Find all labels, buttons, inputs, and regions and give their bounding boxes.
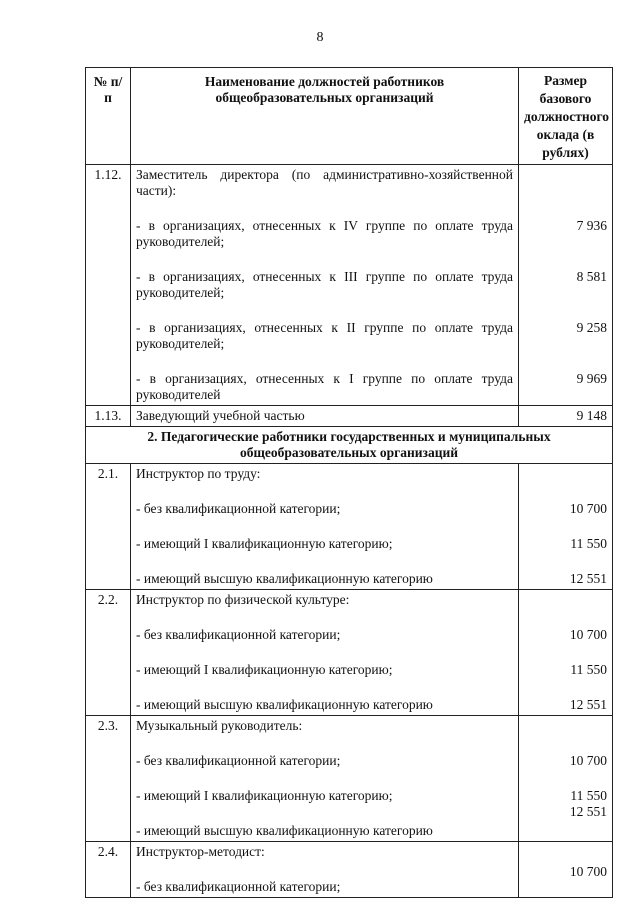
row-item: - без квалификационной категории; (136, 627, 341, 642)
salary-value: 8 581 (576, 269, 607, 284)
table-row (86, 842, 613, 898)
salary-value: 10 700 (569, 501, 607, 516)
table-header-row (86, 68, 613, 165)
row-title: Инструктор-методист: (136, 844, 265, 859)
table-row (86, 406, 613, 427)
row-item: - в организациях, отнесенных к IV группе по оплате труда руководителей; (136, 218, 513, 249)
table-row (86, 464, 613, 590)
row-values (519, 716, 613, 842)
table-row (86, 590, 613, 716)
row-item: - имеющий высшую квалификационную категорию (136, 571, 433, 586)
salary-value: 12 551 (569, 571, 607, 586)
row-item: - в организациях, отнесенных к I группе по оплате труда руководителей (136, 371, 513, 402)
row-number: 1.12. (86, 165, 131, 406)
row-item: - имеющий I квалификационную категорию; (136, 536, 393, 551)
header-num: № п/п (86, 68, 131, 165)
salary-value: 11 550 (570, 662, 607, 677)
salary-value: 9 258 (576, 320, 607, 335)
page-number: 8 (316, 30, 324, 45)
row-item: - имеющий высшую квалификационную категорию (136, 697, 433, 712)
salary-value: 12 551 (569, 804, 607, 819)
row-name (131, 842, 519, 898)
salary-value: 9 969 (576, 371, 607, 386)
salary-value: 10 700 (569, 864, 607, 879)
row-name (131, 590, 519, 716)
row-title: Заведующий учебной частью (131, 406, 519, 427)
row-number: 1.13. (86, 406, 131, 427)
row-title: Инструктор по труду: (136, 466, 261, 481)
row-title: Музыкальный руководитель: (136, 718, 303, 733)
row-item: - имеющий высшую квалификационную категорию (136, 823, 433, 838)
row-item: - имеющий I квалификационную категорию; (136, 662, 393, 677)
header-name: Наименование должностей работников общеобразовательных организаций (131, 68, 519, 165)
salary-value: 7 936 (576, 218, 607, 233)
row-item: - без квалификационной категории; (136, 501, 341, 516)
row-number: 2.4. (86, 842, 131, 898)
salary-value: 11 550 (570, 536, 607, 551)
header-salary: Размер базового должностного оклада (в рублях) (519, 68, 613, 165)
section-row (86, 427, 613, 464)
row-values (519, 590, 613, 716)
salary-value: 12 551 (569, 697, 607, 712)
row-values (519, 842, 613, 898)
row-item: - в организациях, отнесенных к II группе по оплате труда руководителей; (136, 320, 513, 351)
row-name (131, 716, 519, 842)
salary-value: 10 700 (569, 627, 607, 642)
salary-table (85, 67, 613, 898)
row-values (519, 165, 613, 406)
row-title: Инструктор по физической культуре: (136, 592, 350, 607)
salary-value: 11 550 (570, 788, 607, 803)
row-item: - в организациях, отнесенных к III группе по оплате труда руководителей; (136, 269, 513, 300)
table-row (86, 716, 613, 842)
row-number: 2.3. (86, 716, 131, 842)
table-row (86, 165, 613, 406)
row-number: 2.2. (86, 590, 131, 716)
salary-value: 9 148 (519, 406, 613, 427)
row-name (131, 165, 519, 406)
row-item: - имеющий I квалификационную категорию; (136, 788, 393, 803)
row-item: - без квалификационной категории; (136, 753, 341, 768)
salary-value: 10 700 (569, 753, 607, 768)
row-name (131, 464, 519, 590)
row-title: Заместитель директора (по административно-хозяйственной части): (136, 167, 513, 198)
row-values (519, 464, 613, 590)
row-number: 2.1. (86, 464, 131, 590)
section-title: 2. Педагогические работники государственных и муниципальных общеобразовательных организаций (86, 427, 613, 464)
row-item: - без квалификационной категории; (136, 879, 341, 894)
